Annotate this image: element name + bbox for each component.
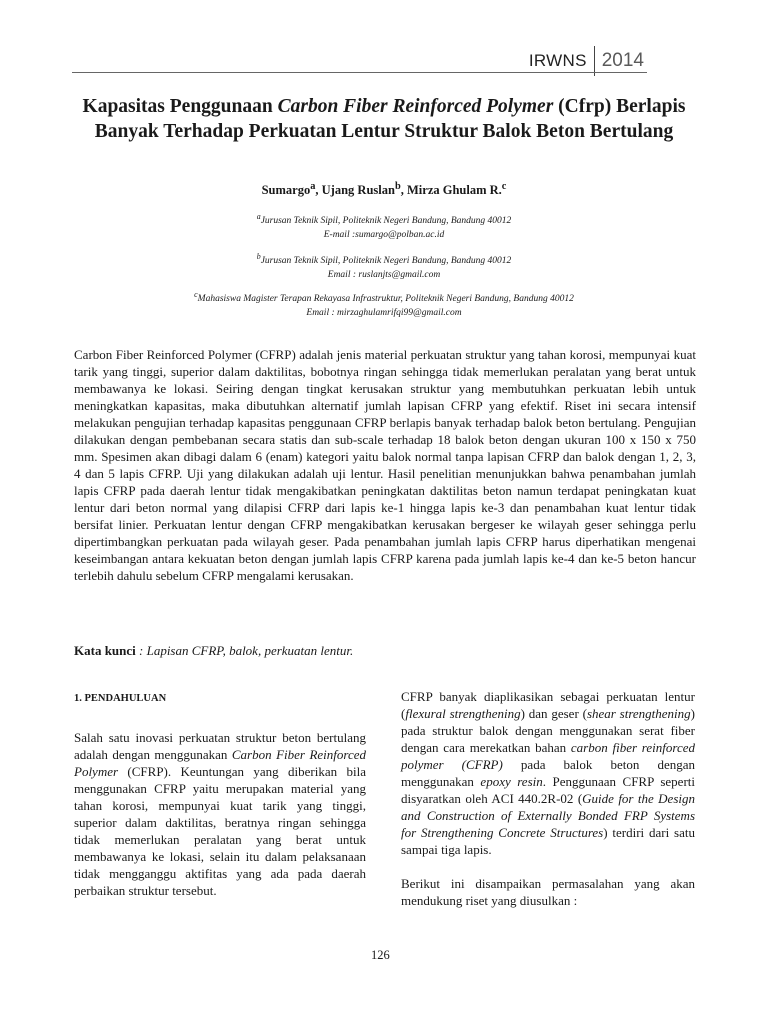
section-heading-introduction: 1. PENDAHULUAN bbox=[74, 693, 167, 704]
affiliation-a: $^a$Jurusan Teknik Sipil, Politeknik Negeri Bandung, Bandung 40012 E-mail :sumargo@polban.ac.id bbox=[256, 212, 512, 241]
email-c: Email : mirzaghulamrifqi99@gmail.com bbox=[306, 308, 462, 319]
page-number: 126 bbox=[371, 948, 390, 962]
journal-brand: IRWNS bbox=[528, 51, 587, 70]
affiliation-c: $^c$Mahasiswa Magister Terapan Rekayasa Infrastruktur, Politeknik Negeri Bandung, Bandung 40012 Email : mirzaghulamrifqi99@gmail.com bbox=[194, 290, 574, 319]
abstract: Carbon Fiber Reinforced Polymer (CFRP) adalah jenis material perkuatan struktur yang tahan korosi, mempunyai kuat tarik yang tinggi, superior dalam daktilitas, bobotnya ringan sehingga tidak memerlukan peralatan yang berat untuk membawanya ke lokasi. Seiring dengan tingkat kerusakan struktur yang membutuhkan perkuatan lebih untuk meningkatkan kapasitas, maka dibutuhkan alternatif jumlah lapisan CFRP yang efektif. Riset ini secara intensif melakukan pengujian terhadap kapasitas penggunaan CFRP berlapis banyak terhadap balok beton bertulang. Pengujian dilakukan dengan pembebanan secara statis dan sub-scale terhadap 18 balok beton dengan ukuran 100 x 150 x 750 mm. Spesimen akan dibagi dalam 6 (enam) kategori yaitu balok normal tanpa lapisan CFRP dan balok dengan 1, 2, 3, 4 dan 5 lapis CFRP. Uji yang dilakukan adalah uji lentur. Hasil penelitian menunjukkan bahwa penambahan jumlah lapis CFRP pada daerah lentur tidak mengakibatkan peningkatan daktilitas beton namun terdapat peningkatan kuat lentur dari beton normal yang dilapisi CFRP dari lapis ke-1 hingga lapis ke-3 dan penambahan kuat lentur tidak bersifat linier. Perkuatan lentur dengan CFRP mengakibatkan kerusakan bergeser ke wilayah geser sehingga perlu dipertimbangkan perkuatan pada wilayah geser. Pada penambahan jumlah lapis CFRP harus diperhatikan mengenai keseimbangan antara kekuatan beton dengan jumlah lapis CFRP karena pada jumlah lapis ke-4 dan ke-5 beton hancur terlebih dahulu sebelum CFRP mengalami kerusakan. bbox=[74, 347, 696, 583]
author-list: Sumargo$^a$, Ujang Ruslan$^b$, Mirza Ghulam R.$^c$ bbox=[261, 181, 507, 198]
keywords-text: : Lapisan CFRP, balok, perkuatan lentur. bbox=[135, 643, 354, 658]
cfrp-application-paragraph: CFRP banyak diaplikasikan sebagai perkuatan lentur (flexural strengthening) dan geser (shear strengthening) pada struktur balok dengan menggunakan serat fiber dengan cara merekatkan bahan carbon fiber reinforced polymer (CFRP) pada balok beton dengan menggunakan epoxy resin. Penggunaan CFRP seperti disyaratkan oleh ACI 440.2R-02 (Guide for the Design and Construction of Externally Bonded FRP Systems for Strengthening Concrete Structures) terdiri dari satu sampai tiga lapis. bbox=[401, 689, 696, 857]
journal-year: 2014 bbox=[601, 50, 644, 71]
email-a: E-mail :sumargo@polban.ac.id bbox=[323, 230, 445, 241]
paper-title: Kapasitas Penggunaan Carbon Fiber Reinforced Polymer (Cfrp) Berlapis Banyak Terhadap Perkuatan Lentur Struktur Balok Beton Bertulang bbox=[82, 96, 686, 142]
header-rule bbox=[72, 72, 647, 73]
keywords bbox=[74, 643, 696, 659]
problem-intro-paragraph: Berikut ini disampaikan permasalahan yang akan mendukung riset yang diusulkan : bbox=[401, 876, 695, 908]
right-column bbox=[401, 688, 695, 909]
left-column bbox=[74, 690, 366, 899]
email-b: Email : ruslanjts@gmail.com bbox=[327, 270, 441, 281]
affiliation-b: $^b$Jurusan Teknik Sipil, Politeknik Negeri Bandung, Bandung 40012 Email : ruslanjts@gmail.com bbox=[256, 252, 512, 281]
keywords-label: Kata kunci bbox=[74, 643, 136, 658]
intro-paragraph: Salah satu inovasi perkuatan struktur beton bertulang adalah dengan menggunakan Carbon Fiber Reinforced Polymer (CFRP). Keuntungan yang diberikan bila menggunakan CFRP yaitu merupakan material yang tahan korosi, mempunyai kuat tarik yang tinggi, superior dalam daktilitas, beratnya ringan sehingga tidak memerlukan peralatan yang berat untuk membawanya ke lokasi, selain itu dalam pelaksanaan tidak mengganggu aktifitas yang ada pada daerah perbaikan struktur tersebut. bbox=[74, 730, 366, 898]
